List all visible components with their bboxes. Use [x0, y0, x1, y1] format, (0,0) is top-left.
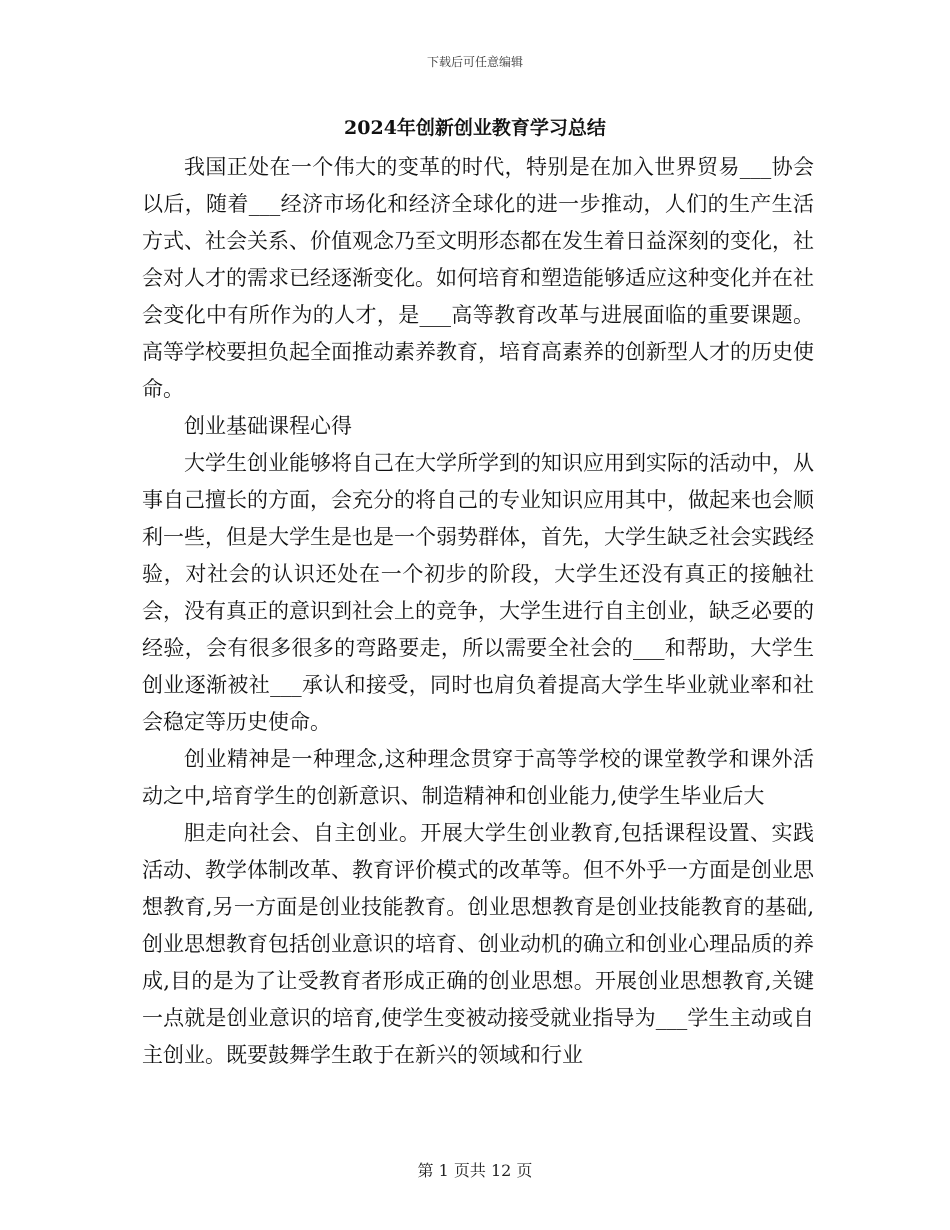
paragraph-student-entrepreneurship: 大学生创业能够将自己在大学所学到的知识应用到实际的活动中，从事自己擅长的方面，会充分的将自己的专业知识应用其中，做起来也会顺利一些，但是大学生是也是一个弱势群体，首先，大学生缺乏社会实践经验，对社会的认识还处在一个初步的阶段，大学生还没有真正的接触社会，没有真正的意识到社会上的竞争，大学生进行自主创业，缺乏必要的经验，会有很多很多的弯路要走，所以需要全社会的___和帮助，大学生创业逐渐被社___承认和接受，同时也肩负着提高大学生毕业就业率和社会稳定等历史使命。	[142, 451, 814, 734]
document-title: 2024年创新创业教育学习总结	[344, 117, 606, 139]
section-heading: 创业基础课程心得	[184, 414, 352, 438]
paragraph-entrepreneurial-spirit: 创业精神是一种理念,这种理念贯穿于高等学校的课堂教学和课外活动之中,培育学生的创新意识、制造精神和创业能力,使学生毕业后大	[142, 747, 814, 808]
paragraph-intro: 我国正处在一个伟大的变革的时代，特别是在加入世界贸易___协会以后，随着___经济市场化和经济全球化的进一步推动，人们的生产生活方式、社会关系、价值观念乃至文明形态都在发生着日益深刻的变化，社会对人才的需求已经逐渐变化。如何培育和塑造能够适应这种变化并在社会变化中有所作为的人才，是___高等教育改革与进展面临的重要课题。高等学校要担负起全面推动素养教育，培育高素养的创新型人才的历史使命。	[142, 155, 814, 401]
paragraph-entrepreneurship-education: 胆走向社会、自主创业。开展大学生创业教育,包括课程设置、实践活动、教学体制改革、教育评价模式的改革等。但不外乎一方面是创业思想教育,另一方面是创业技能教育。创业思想教育是创业技能教育的基础,创业思想教育包括创业意识的培育、创业动机的确立和创业心理品质的养成,目的是为了让受教育者形成正确的创业思想。开展创业思想教育,关键一点就是创业意识的培育,使学生变被动接受就业指导为___学生主动或自主创业。既要鼓舞学生敢于在新兴的领域和行业	[142, 821, 814, 1067]
header-note: 下载后可任意编辑	[426, 55, 523, 69]
page-number: 第 1 页共 12 页	[417, 1161, 533, 1180]
document-body	[142, 149, 814, 1074]
